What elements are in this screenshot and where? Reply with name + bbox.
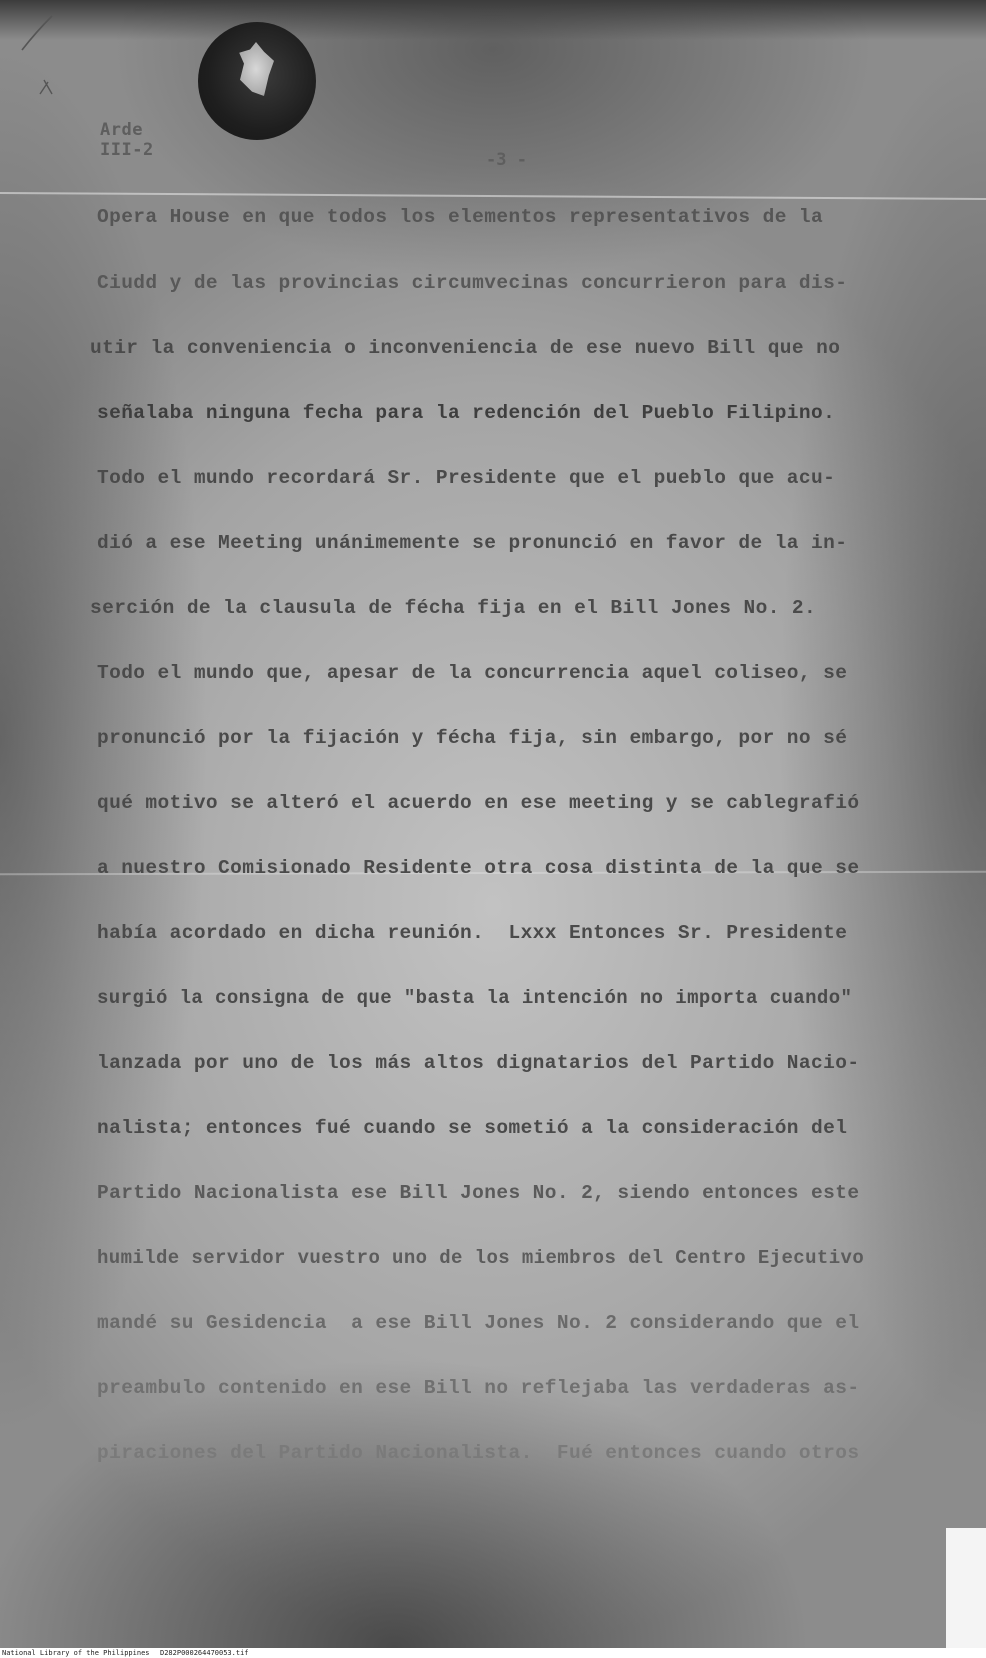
text-line: a nuestro Comisionado Residente otra cosa distinta de la que se [97,857,860,879]
text-line: mandé su Gesidencia a ese Bill Jones No. 2 considerando que el [97,1312,860,1334]
text-line: Todo el mundo que, apesar de la concurrencia aquel coliseo, se [97,662,848,684]
text-line: piraciones del Partido Nacionalista. Fué entonces cuando otros [97,1442,860,1464]
file-identifier: D282P000264470053.tif [160,1649,249,1657]
text-line: Todo el mundo recordará Sr. Presidente que el pueblo que acu- [97,467,836,489]
text-line: utir la conveniencia o inconveniencia de ese nuevo Bill que no [90,337,841,359]
text-line: había acordado en dicha reunión. Lxxx Entonces Sr. Presidente [97,922,848,944]
archive-footer [0,1648,986,1658]
text-line: nalista; entonces fué cuando se sometió a la consideración del [97,1117,848,1139]
text-line: Opera House en que todos los elementos representativos de la [97,206,824,228]
reference-line: III-2 [100,140,154,160]
text-line: humilde servidor vuestro uno de los miembros del Centro Ejecutivo [97,1247,865,1269]
scan-edge-patch [946,1528,986,1648]
text-line: señalaba ninguna fecha para la redención del Pueblo Filipino. [97,402,836,424]
text-line: dió a ese Meeting unánimemente se pronunció en favor de la in- [97,532,848,554]
text-line: surgió la consigna de que "basta la intención no importa cuando" [97,987,853,1009]
library-credit: National Library of the Philippines [2,1649,150,1657]
text-line: preambulo contenido en ese Bill no reflejaba las verdaderas as- [97,1377,860,1399]
text-line: Ciudd y de las provincias circumvecinas concurrieron para dis- [97,272,848,294]
text-line: lanzada por uno de los más altos dignatarios del Partido Nacio- [97,1052,860,1074]
reference-line: Arde [100,120,143,140]
page-number: -3 - [486,150,527,170]
text-line: qué motivo se alteró el acuerdo en ese meeting y se cablegrafió [97,792,860,814]
text-line: Partido Nacionalista ese Bill Jones No. 2, siendo entonces este [97,1182,860,1204]
text-line: pronunció por la fijación y fécha fija, sin embargo, por no sé [97,727,848,749]
text-line: serción de la clausula de fécha fija en el Bill Jones No. 2. [90,597,817,619]
